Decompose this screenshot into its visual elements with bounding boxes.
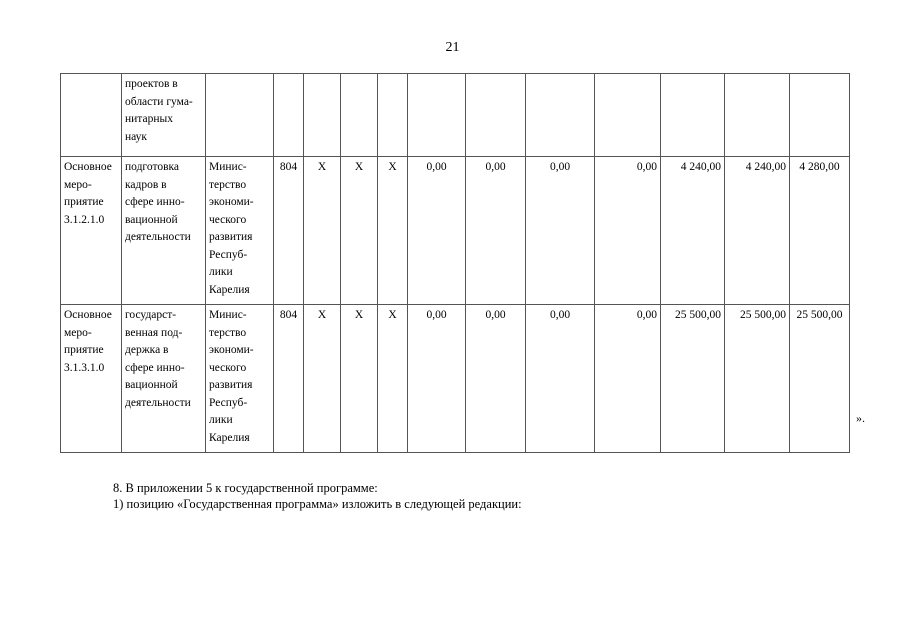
cell-line: лики: [209, 414, 233, 426]
value-cell: 0,00: [466, 305, 526, 453]
value-cell: [595, 74, 661, 157]
cell-line: экономи-: [209, 344, 254, 356]
executor-cell: [206, 74, 274, 157]
table-row: [61, 305, 850, 453]
cell-line: держка в: [125, 344, 169, 356]
cell-line: меро-: [64, 326, 92, 339]
cell-line: ческого: [209, 361, 247, 374]
value-cell: [790, 74, 850, 157]
value-cell: 0,00: [408, 305, 466, 453]
value-cell: 0,00: [526, 305, 595, 453]
cell-line: приятие: [64, 196, 104, 208]
cell-line: деятельности: [125, 231, 191, 243]
marker-cell: X: [304, 157, 341, 305]
marker-cell: X: [341, 157, 378, 305]
value-cell: 25 500,00: [725, 305, 790, 453]
value-cell: 25 500,00: [790, 305, 850, 453]
code-cell: [274, 74, 304, 157]
table-row: [61, 74, 850, 157]
value-cell: 0,00: [466, 157, 526, 305]
cell-line: Основное: [64, 309, 112, 321]
cell-line: развития: [209, 231, 253, 243]
cell-line: венная под-: [125, 326, 183, 339]
cell-line: вационной: [125, 213, 178, 226]
cell-line: деятельности: [125, 396, 191, 409]
cell-line: наук: [125, 130, 148, 143]
event-cell: [61, 305, 122, 453]
value-cell: [661, 74, 725, 157]
marker-cell: X: [378, 157, 408, 305]
value-cell: [408, 74, 466, 157]
value-cell: 4 240,00: [661, 157, 725, 305]
value-cell: [466, 74, 526, 157]
value-cell: [526, 74, 595, 157]
event-cell: [61, 157, 122, 305]
cell-line: нитарных: [125, 113, 173, 125]
value-cell: 0,00: [595, 305, 661, 453]
cell-line: развития: [209, 379, 253, 391]
cell-line: ческого: [209, 213, 247, 226]
closing-quote: ».: [856, 411, 865, 425]
marker-cell: X: [378, 305, 408, 453]
cell-line: государст-: [125, 309, 177, 321]
description-cell: [122, 157, 206, 305]
paragraph-position: 1) позицию «Государственная программа» изложить в следующей редакции:: [113, 497, 522, 511]
program-table: [60, 73, 850, 453]
table-row: [61, 157, 850, 305]
marker-cell: X: [304, 305, 341, 453]
value-cell: 25 500,00: [661, 305, 725, 453]
cell-line: приятие: [64, 344, 104, 356]
marker-cell: [378, 74, 408, 157]
value-cell: [725, 74, 790, 157]
cell-line: Карелия: [209, 431, 250, 444]
cell-line: 3.1.3.1.0: [64, 361, 105, 374]
cell-line: 3.1.2.1.0: [64, 213, 105, 226]
cell-line: подготовка: [125, 161, 180, 173]
executor-cell: [206, 305, 274, 453]
marker-cell: X: [341, 305, 378, 453]
cell-line: Минис-: [209, 309, 247, 321]
paragraph-appendix: 8. В приложении 5 к государственной программе:: [113, 481, 378, 495]
value-cell: 4 280,00: [790, 157, 850, 305]
value-cell: 4 240,00: [725, 157, 790, 305]
cell-line: терство: [209, 178, 247, 191]
value-cell: 0,00: [526, 157, 595, 305]
cell-line: сфере инно-: [125, 361, 185, 374]
cell-line: лики: [209, 266, 233, 278]
cell-line: Респуб-: [209, 248, 248, 261]
page-number: 21: [445, 40, 460, 55]
code-cell: 804: [274, 305, 304, 453]
cell-line: сфере инно-: [125, 196, 185, 208]
description-cell: [122, 74, 206, 157]
cell-line: Основное: [64, 161, 112, 173]
cell-line: Минис-: [209, 161, 247, 173]
value-cell: 0,00: [595, 157, 661, 305]
code-cell: 804: [274, 157, 304, 305]
marker-cell: [304, 74, 341, 157]
marker-cell: [341, 74, 378, 157]
cell-line: кадров в: [125, 178, 167, 191]
cell-line: экономи-: [209, 196, 254, 208]
event-cell: [61, 74, 122, 157]
cell-line: терство: [209, 326, 247, 339]
cell-line: вационной: [125, 379, 178, 391]
cell-line: проектов в: [125, 78, 178, 90]
executor-cell: [206, 157, 274, 305]
cell-line: области гума-: [125, 95, 193, 108]
cell-line: Респуб-: [209, 396, 248, 409]
cell-line: меро-: [64, 178, 92, 191]
cell-line: Карелия: [209, 283, 250, 296]
value-cell: 0,00: [408, 157, 466, 305]
description-cell: [122, 305, 206, 453]
